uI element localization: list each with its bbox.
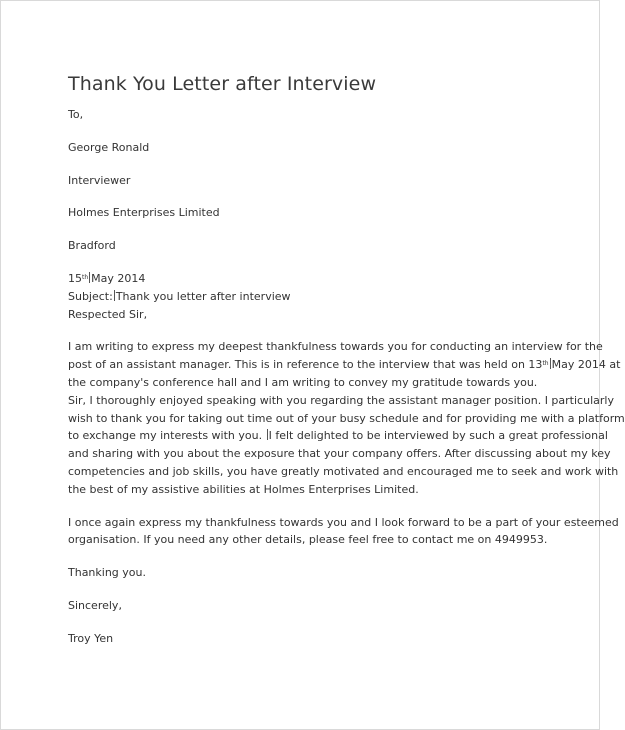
body-line: the company's conference hall and I am writing to convey my gratitude towards you. — [68, 375, 538, 389]
body-line: organisation. If you need any other details, please feel free to contact me on 4949953. — [68, 533, 548, 547]
recipient-company: Holmes Enterprises Limited — [68, 206, 220, 220]
body-line: Sir, I thoroughly enjoyed speaking with you regarding the assistant manager position. I particularly — [68, 393, 614, 407]
date-day: 15 — [68, 271, 82, 285]
recipient-position: Interviewer — [68, 173, 131, 187]
body-paragraph-3 — [68, 514, 619, 550]
letter-date — [68, 270, 558, 288]
subject-text: Thank you letter after interview — [115, 289, 291, 303]
text-cursor-bar — [89, 272, 90, 283]
body-line: competencies and job skills, you have greatly motivated and encouraged me to seek and work with — [68, 464, 619, 478]
recipient-city: Bradford — [68, 239, 116, 253]
salutation: Respected Sir, — [68, 307, 148, 321]
recipient-name: George Ronald — [68, 140, 150, 154]
body-line: wish to thank you for taking out time out of your busy schedule and for providing me with a platform — [68, 411, 625, 425]
body-text: May 2014 at — [551, 358, 621, 372]
body-line — [68, 356, 621, 374]
closing-thanks: Thanking you. — [68, 566, 146, 580]
body-line: the best of my assistive abilities at Holmes Enterprises Limited. — [68, 482, 419, 496]
body-text: I felt delighted to be interviewed by such a great professional — [268, 429, 608, 443]
letter-content — [68, 71, 625, 648]
subject-label: Subject: — [68, 289, 113, 303]
letter-title: Thank You Letter after Interview — [68, 73, 377, 95]
body-text: post of an assistant manager. This is in reference to the interview that was held on 13 — [68, 358, 543, 372]
body-paragraph-1 — [68, 338, 625, 498]
body-line: I am writing to express my deepest thankfulness towards you for conducting an interview for the — [68, 340, 603, 354]
body-text: to exchange my interests with you. — [68, 429, 263, 443]
date-month-year: May 2014 — [91, 271, 146, 285]
body-line: and sharing with you about the exposure that your company offers. After discussing about my key — [68, 447, 611, 461]
closing-sign-off: Sincerely, — [68, 598, 122, 612]
text-cursor-bar — [114, 290, 115, 301]
date-suffix: th — [82, 273, 89, 281]
text-cursor-bar — [267, 429, 268, 440]
text-cursor-bar — [550, 358, 551, 369]
date-suffix: th — [542, 360, 549, 368]
letter-subject — [68, 288, 558, 306]
sender-name: Troy Yen — [68, 631, 114, 645]
body-line: I once again express my thankfulness towards you and I look forward to be a part of your esteemed — [68, 515, 619, 529]
body-line — [68, 427, 608, 445]
recipient-to: To, — [68, 108, 84, 121]
